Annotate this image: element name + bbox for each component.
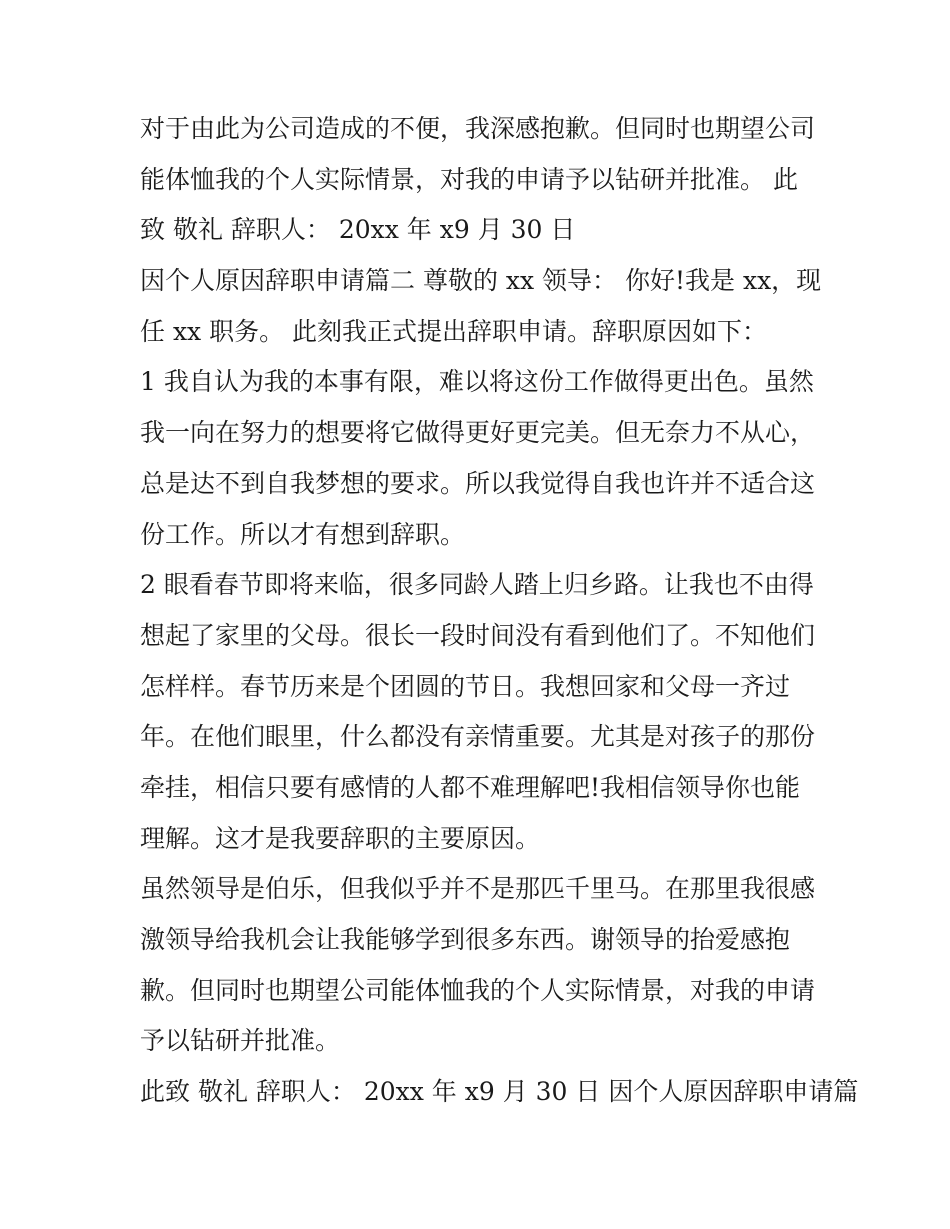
text-line: 我一向在努力的想要将它做得更好更完美。但无奈力不从心， (140, 418, 816, 448)
text-line: 激领导给我机会让我能够学到很多东西。谢领导的抬爱感抱 (140, 925, 791, 954)
text-line: 想起了家里的父母。很长一段时间没有看到他们了。不知他们 (140, 620, 816, 650)
text-line: 牵挂，相信只要有感情的人都不难理解吧!我相信领导你也能 (140, 772, 801, 802)
text-line: 对于由此为公司造成的不便，我深感抱歉。但同时也期望公司 (140, 114, 816, 143)
text-line: 2 眼看春节即将来临，很多同龄人踏上归乡路。让我也不由得 (140, 570, 814, 600)
text-line: 虽然领导是伯乐，但我似乎并不是那匹千里马。在那里我很感 (140, 874, 816, 904)
text-line: 致 敬礼 辞职人： 20xx 年 x9 月 30 日 (140, 215, 576, 245)
document-body (140, 104, 859, 1118)
text-line: 年。在他们眼里，什么都没有亲情重要。尤其是对孩子的那份 (140, 722, 816, 752)
text-line: 总是达不到自我梦想的要求。所以我觉得自我也许并不适合这 (140, 468, 816, 498)
text-line: 1 我自认为我的本事有限，难以将这份工作做得更出色。虽然 (140, 367, 814, 397)
text-line: 份工作。所以才有想到辞职。 (140, 519, 466, 549)
text-line: 此致 敬礼 辞职人： 20xx 年 x9 月 30 日 因个人原因辞职申请篇 (140, 1077, 859, 1107)
text-line: 怎样样。春节历来是个团圆的节日。我想回家和父母一齐过 (140, 671, 791, 701)
text-line: 歉。但同时也期望公司能体恤我的个人实际情景，对我的申请 (140, 975, 816, 1005)
text-line: 能体恤我的个人实际情景，对我的申请予以钻研并批准。 此 (140, 164, 798, 194)
text-line: 理解。这才是我要辞职的主要原因。 (140, 823, 541, 853)
text-line: 任 xx 职务。 此刻我正式提出辞职申请。辞职原因如下： (140, 316, 768, 346)
text-line: 因个人原因辞职申请篇二 尊敬的 xx 领导： 你好!我是 xx，现 (140, 266, 822, 296)
text-line: 予以钻研并批准。 (140, 1026, 341, 1056)
